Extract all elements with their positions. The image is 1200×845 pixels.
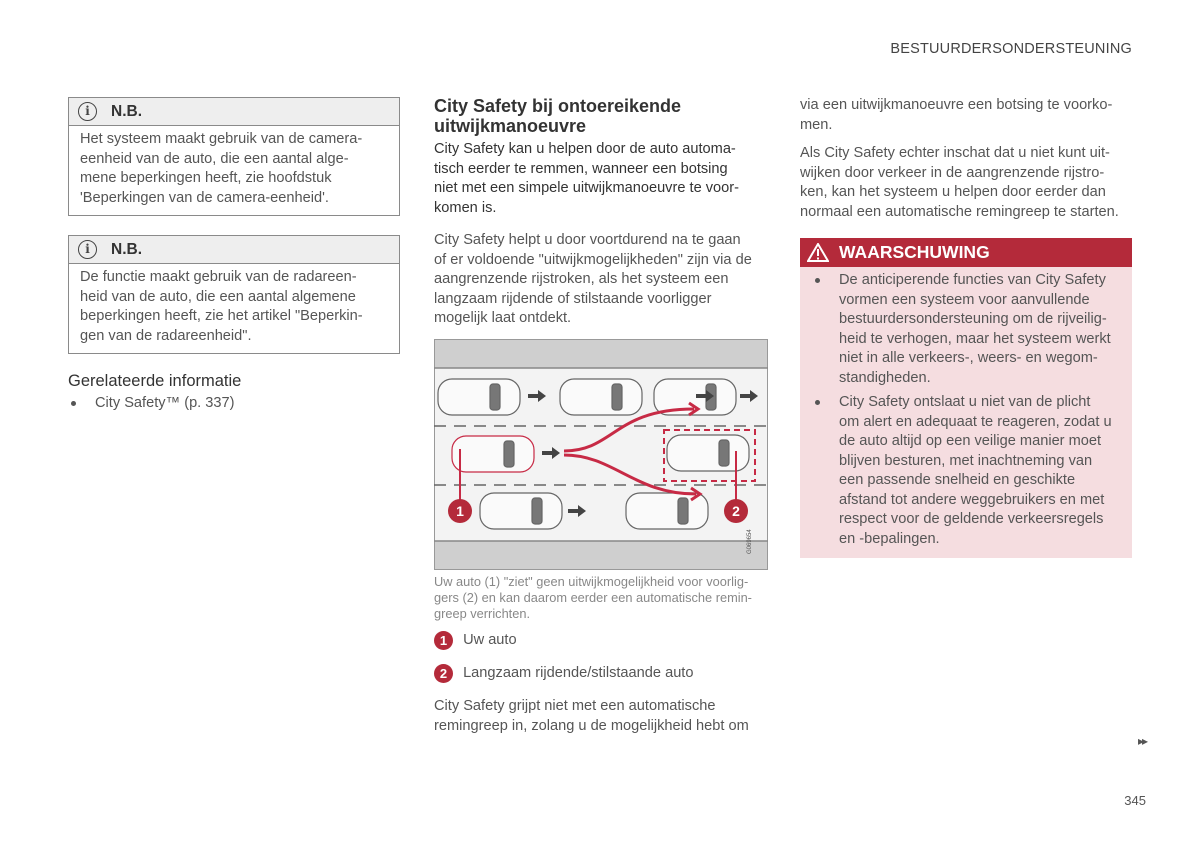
related-link[interactable]: City Safety™ (p. 337) — [68, 394, 1200, 414]
figure-caption — [434, 574, 752, 622]
text-line: heid te verhogen, maar het systeem werkt — [839, 330, 1111, 347]
body-text-right — [800, 144, 1119, 222]
text-line: mogelijk laat ontdekt. — [434, 310, 572, 326]
text-line: City Safety grijpt niet met een automatische — [434, 698, 716, 714]
warning-box — [800, 238, 1132, 558]
warning-item — [812, 393, 1124, 549]
section-header: BESTUURDERSONDERSTEUNING — [890, 41, 1132, 57]
text-line: een passende snelheid en geschikte — [839, 472, 1076, 488]
body-text — [434, 231, 752, 329]
text-line: gen van de radareenheid". — [80, 327, 252, 344]
section-title — [434, 96, 681, 136]
next-page-icon: ▸▸ — [1137, 734, 1146, 748]
text-line: en -bepalingen. — [839, 530, 940, 547]
car — [560, 379, 642, 415]
text-line: de auto altijd op een veilige manier moet — [839, 433, 1102, 449]
intro-text — [434, 140, 739, 218]
figure-id: G069654 — [747, 529, 753, 554]
text-line: 'Beperkingen van de camera-eenheid'. — [80, 189, 329, 206]
car-windshield — [504, 441, 514, 467]
car-windshield — [719, 440, 729, 466]
text-line: langzaam rijdende of stilstaande voorligger — [434, 290, 712, 307]
text-line: bestuurdersondersteuning om de rijveilig- — [839, 311, 1107, 327]
car — [480, 493, 562, 529]
text-line: wijken door verkeer in de aangrenzende rijstro- — [800, 164, 1105, 181]
note-text — [69, 264, 399, 353]
text-line: men. — [800, 116, 833, 133]
info-icon: i — [78, 102, 97, 121]
closing-text — [434, 697, 749, 736]
text-line: City Safety kan u helpen door de auto automa- — [434, 141, 736, 157]
city-safety-diagram — [434, 339, 768, 570]
text-line: gers (2) en kan daarom eerder een automatische remin- — [434, 590, 752, 605]
text-line: ken, kan het systeem u helpen door eerder dan — [800, 184, 1106, 200]
warning-triangle-icon — [807, 243, 829, 262]
warning-label: WAARSCHUWING — [839, 242, 990, 262]
text-line: City Safety helpt u door voortdurend na te gaan — [434, 232, 741, 248]
note-label: N.B. — [111, 102, 142, 120]
text-line: niet met een simpele uitwijkmanoeuvre te voor- — [434, 180, 739, 196]
related-title: Gerelateerde informatie — [68, 372, 242, 390]
text-line: normaal een automatische remingreep te starten. — [800, 203, 1119, 220]
text-line: remingreep in, zolang u de mogelijkheid hebt om — [434, 717, 749, 734]
text-line: De functie maakt gebruik van de radareen- — [80, 269, 357, 285]
text-line: aangrenzende rijstroken, als het systeem een — [434, 271, 729, 287]
text-line: City Safety bij ontoereikende — [434, 96, 682, 116]
continued-text — [800, 96, 1112, 135]
car — [438, 379, 520, 415]
page-number: 345 — [1124, 793, 1146, 808]
text-line: of er voldoende "uitwijkmogelijkheden" zijn via de — [434, 251, 752, 268]
svg-text:2: 2 — [732, 503, 740, 519]
text-line: mene beperkingen heeft, zie hoofdstuk — [80, 170, 332, 186]
text-line: De anticiperende functies van City Safety — [839, 272, 1106, 288]
text-line: greep verrichten. — [434, 606, 531, 621]
car-windshield — [490, 384, 500, 410]
car-windshield — [612, 384, 622, 410]
text-line: respect voor de geldende verkeersregels — [839, 511, 1104, 527]
text-line: via een uitwijkmanoeuvre een botsing te voorko- — [800, 97, 1113, 113]
note-box-camera — [68, 97, 400, 216]
note-label: N.B. — [111, 240, 142, 258]
text-line: standigheden. — [839, 369, 931, 386]
text-line: tisch eerder te remmen, wanneer een botsing — [434, 160, 728, 177]
svg-text:1: 1 — [456, 503, 464, 519]
text-line: blijven besturen, met inachtneming van — [839, 452, 1093, 469]
text-line: komen is. — [434, 199, 497, 216]
text-line: uitwijkmanoeuvre — [434, 116, 587, 136]
text-line: eenheid van de auto, die een aantal alge- — [80, 150, 349, 167]
text-line: niet in alle verkeers-, weers- en wegom- — [839, 350, 1098, 366]
info-icon: i — [78, 240, 97, 259]
legend-item-1: 1 Uw auto — [434, 631, 517, 651]
text-line: beperkingen heeft, zie het artikel "Beperkin- — [80, 308, 363, 324]
car-windshield — [532, 498, 542, 524]
note-box-radar — [68, 235, 400, 354]
note-text — [69, 126, 399, 215]
text-line: Het systeem maakt gebruik van de camera- — [80, 131, 363, 147]
car-windshield — [678, 498, 688, 524]
warning-item — [812, 271, 1124, 388]
text-line: Uw auto (1) "ziet" geen uitwijkmogelijkheid voor voorlig- — [434, 574, 749, 589]
text-line: afstand tot andere weggebruikers en met — [839, 491, 1105, 508]
text-line: Als City Safety echter inschat dat u niet kunt uit- — [800, 145, 1110, 161]
text-line: vormen een systeem voor aanvullende — [839, 291, 1090, 308]
text-line: heid van de auto, die een aantal algemene — [80, 288, 356, 305]
text-line: City Safety ontslaat u niet van de plicht — [839, 394, 1091, 410]
legend-item-2: 2 Langzaam rijdende/stilstaande auto — [434, 664, 693, 684]
text-line: om alert en adequaat te reageren, zodat u — [839, 413, 1112, 430]
car — [452, 436, 534, 472]
